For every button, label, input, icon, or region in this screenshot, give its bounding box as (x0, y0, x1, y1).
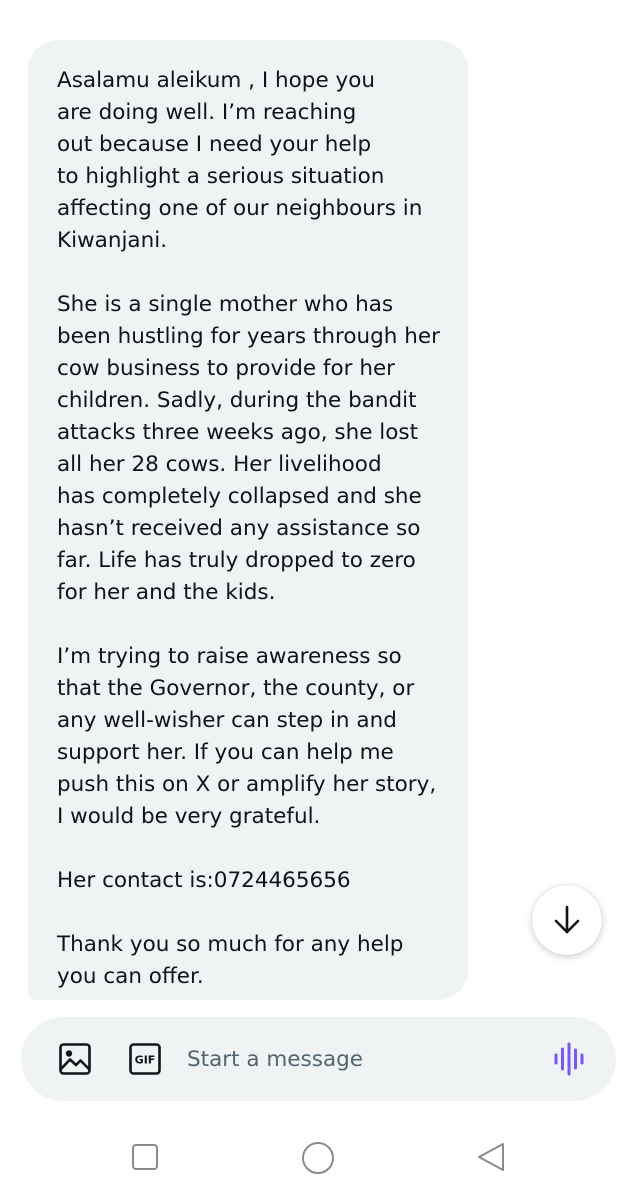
message-line: Thank you so much for any help (57, 932, 404, 957)
message-line: for her and the kids. (57, 580, 276, 605)
message-line: been hustling for years through her (57, 324, 440, 349)
system-navigation-bar (0, 1115, 637, 1200)
arrow-down-icon (552, 904, 582, 936)
gif-icon (128, 1042, 162, 1076)
message-line: I would be very grateful. (57, 804, 321, 829)
message-input[interactable] (187, 1037, 527, 1081)
add-media-button[interactable] (57, 1041, 93, 1077)
message-line: children. Sadly, during the bandit (57, 388, 417, 413)
message-line: any well-wisher can step in and (57, 708, 397, 733)
message-line: are doing well. I’m reaching (57, 100, 357, 125)
message-line: affecting one of our neighbours in (57, 196, 423, 221)
paragraph-gap (57, 609, 450, 641)
message-line: I’m trying to raise awareness so (57, 644, 402, 669)
message-line: has completely collapsed and she (57, 484, 422, 509)
home-icon (300, 1140, 336, 1176)
image-icon (58, 1042, 92, 1076)
gif-label: GIF (134, 1053, 156, 1067)
recent-apps-icon (130, 1142, 160, 1172)
message-line: all her 28 cows. Her livelihood (57, 452, 382, 477)
contact-line: Her contact is:0724465656 (57, 868, 351, 893)
message-bubble[interactable] (28, 40, 468, 1000)
message-line: Asalamu aleikum , I hope you (57, 68, 376, 93)
back-button[interactable] (474, 1140, 508, 1174)
message-line: far. Life has truly dropped to zero (57, 548, 416, 573)
message-paragraph (57, 865, 450, 897)
message-composer (21, 1017, 616, 1101)
message-line: you can offer. (57, 964, 204, 989)
voice-wave-icon (552, 1041, 588, 1077)
recent-apps-button[interactable] (128, 1140, 162, 1174)
message-line: out because I need your help (57, 132, 372, 157)
add-gif-button[interactable] (128, 1042, 162, 1076)
message-line: support her. If you can help me (57, 740, 394, 765)
message-line: Kiwanjani. (57, 228, 168, 253)
message-line: cow business to provide for her (57, 356, 396, 381)
message-line: She is a single mother who has (57, 292, 394, 317)
back-icon (475, 1141, 507, 1173)
message-paragraph (57, 65, 450, 257)
message-line: hasn’t received any assistance so (57, 516, 421, 541)
message-line: that the Governor, the county, or (57, 676, 415, 701)
message-line: attacks three weeks ago, she lost (57, 420, 419, 445)
message-paragraph (57, 289, 450, 609)
paragraph-gap (57, 833, 450, 865)
paragraph-gap (57, 897, 450, 929)
home-button[interactable] (299, 1139, 337, 1177)
message-paragraph (57, 641, 450, 833)
voice-message-button[interactable] (551, 1040, 589, 1078)
message-line: to highlight a serious situation (57, 164, 385, 189)
message-line: push this on X or amplify her story, (57, 772, 437, 797)
paragraph-gap (57, 257, 450, 289)
message-paragraph (57, 929, 450, 993)
scroll-to-bottom-button[interactable] (532, 885, 602, 955)
